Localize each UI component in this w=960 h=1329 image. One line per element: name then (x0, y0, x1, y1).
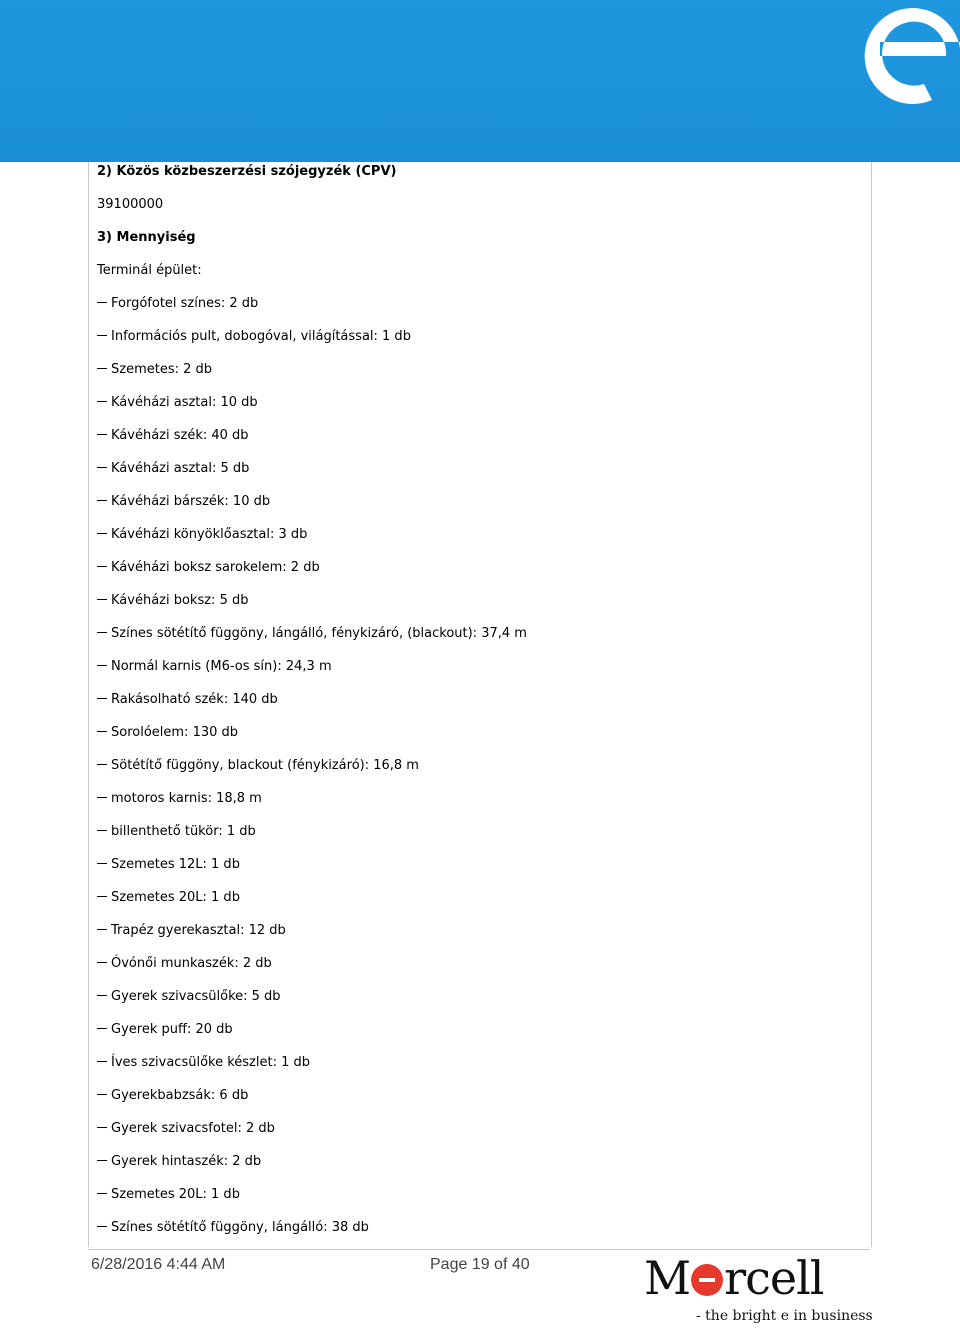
list-item-text: Kávéházi asztal: 10 db (111, 395, 258, 410)
header-banner (0, 0, 960, 162)
dash-bullet-icon (97, 896, 107, 898)
dash-bullet-icon (97, 1160, 107, 1162)
dash-bullet-icon (97, 599, 107, 601)
list-item-text: Színes sötétítő függöny, lángálló, fénykizáró, (blackout): 37,4 m (111, 626, 527, 641)
cpv-heading: 2) Közös közbeszerzési szójegyzék (CPV) (97, 164, 397, 179)
list-item-text: Sorolóelem: 130 db (111, 725, 239, 740)
dash-bullet-icon (97, 1226, 107, 1228)
list-item (97, 988, 281, 1006)
list-item-text: motoros karnis: 18,8 m (111, 791, 262, 806)
dash-bullet-icon (97, 1127, 107, 1129)
list-item (97, 658, 332, 676)
list-item-text: Gyerek hintaszék: 2 db (111, 1154, 262, 1169)
dash-bullet-icon (97, 1193, 107, 1195)
footer-date: 6/28/2016 4:44 AM (91, 1256, 226, 1273)
list-item-text: Szemetes 20L: 1 db (111, 890, 240, 905)
list-item (97, 691, 278, 709)
list-item-text: Kávéházi bárszék: 10 db (111, 494, 271, 509)
list-item (97, 592, 248, 610)
dash-bullet-icon (97, 467, 107, 469)
list-item-text: Információs pult, dobogóval, világítással: 1 db (111, 329, 411, 344)
dash-bullet-icon (97, 434, 107, 436)
footer-divider (88, 1249, 870, 1250)
dash-bullet-icon (97, 665, 107, 667)
dash-bullet-icon (97, 830, 107, 832)
list-item (97, 493, 270, 511)
list-item-text: Forgófotel színes: 2 db (111, 296, 259, 311)
list-item (97, 922, 286, 940)
dash-bullet-icon (97, 401, 107, 403)
dash-bullet-icon (97, 335, 107, 337)
dash-bullet-icon (97, 533, 107, 535)
list-item (97, 460, 249, 478)
list-item-text: Színes sötétítő függöny, lángálló: 38 db (111, 1220, 369, 1235)
list-item-text: Gyerek szivacsfotel: 2 db (111, 1121, 275, 1136)
dash-bullet-icon (97, 368, 107, 370)
list-item (97, 394, 258, 412)
list-item (97, 1219, 369, 1237)
list-item-text: Szemetes: 2 db (111, 362, 213, 377)
list-item-text: Szemetes 12L: 1 db (111, 857, 240, 872)
building-label: Terminál épület: (97, 263, 202, 278)
list-item-text: Óvónői munkaszék: 2 db (111, 956, 272, 971)
dash-bullet-icon (97, 731, 107, 733)
dash-bullet-icon (97, 1028, 107, 1030)
marcell-logo (644, 1252, 874, 1329)
dash-bullet-icon (97, 995, 107, 997)
list-item-text: Kávéházi könyöklőasztal: 3 db (111, 527, 308, 542)
list-item (97, 625, 527, 643)
list-item-text: Gyerek puff: 20 db (111, 1022, 233, 1037)
list-item (97, 1186, 240, 1204)
list-item-text: Normál karnis (M6-os sín): 24,3 m (111, 659, 332, 674)
list-item-text: billenthető tükör: 1 db (111, 824, 256, 839)
list-item-text: Kávéházi boksz sarokelem: 2 db (111, 560, 320, 575)
dash-bullet-icon (97, 962, 107, 964)
list-item-text: Szemetes 20L: 1 db (111, 1187, 240, 1202)
footer-page-number: Page 19 of 40 (430, 1256, 530, 1273)
list-item (97, 823, 256, 841)
list-item (97, 856, 240, 874)
quantity-heading: 3) Mennyiség (97, 230, 196, 245)
brand-prefix: M (644, 1251, 691, 1305)
e-logo-icon (820, 0, 960, 110)
dash-bullet-icon (97, 863, 107, 865)
dash-bullet-icon (97, 500, 107, 502)
list-item (97, 427, 249, 445)
list-item-text: Íves szivacsülőke készlet: 1 db (111, 1055, 311, 1070)
dash-bullet-icon (97, 302, 107, 304)
list-item (97, 559, 320, 577)
list-item (97, 1054, 310, 1072)
brand-e-icon (691, 1264, 723, 1296)
dash-bullet-icon (97, 632, 107, 634)
dash-bullet-icon (97, 566, 107, 568)
list-item (97, 724, 238, 742)
list-item (97, 328, 411, 346)
list-item-text: Gyerek szivacsülőke: 5 db (111, 989, 281, 1004)
list-item (97, 526, 307, 544)
list-item (97, 1087, 248, 1105)
brand-tagline: - the bright e in business (696, 1308, 873, 1324)
list-item-text: Sötétítő függöny, blackout (fénykizáró): 16,8 m (111, 758, 419, 773)
list-item-text: Trapéz gyerekasztal: 12 db (111, 923, 286, 938)
list-item (97, 955, 272, 973)
list-item-text: Kávéházi asztal: 5 db (111, 461, 250, 476)
dash-bullet-icon (97, 764, 107, 766)
list-item-text: Kávéházi szék: 40 db (111, 428, 249, 443)
list-item (97, 361, 212, 379)
dash-bullet-icon (97, 929, 107, 931)
dash-bullet-icon (97, 1094, 107, 1096)
dash-bullet-icon (97, 698, 107, 700)
list-item-text: Rakásolható szék: 140 db (111, 692, 278, 707)
list-item (97, 1153, 261, 1171)
list-item (97, 757, 419, 775)
dash-bullet-icon (97, 797, 107, 799)
dash-bullet-icon (97, 1061, 107, 1063)
list-item-text: Kávéházi boksz: 5 db (111, 593, 249, 608)
list-item (97, 790, 262, 808)
cpv-code: 39100000 (97, 197, 164, 212)
list-item (97, 1021, 233, 1039)
list-item (97, 1120, 275, 1138)
list-item (97, 889, 240, 907)
list-item-text: Gyerekbabzsák: 6 db (111, 1088, 249, 1103)
brand-suffix: rcell (724, 1251, 824, 1305)
list-item (97, 295, 258, 313)
brand-wordmark (644, 1252, 824, 1304)
